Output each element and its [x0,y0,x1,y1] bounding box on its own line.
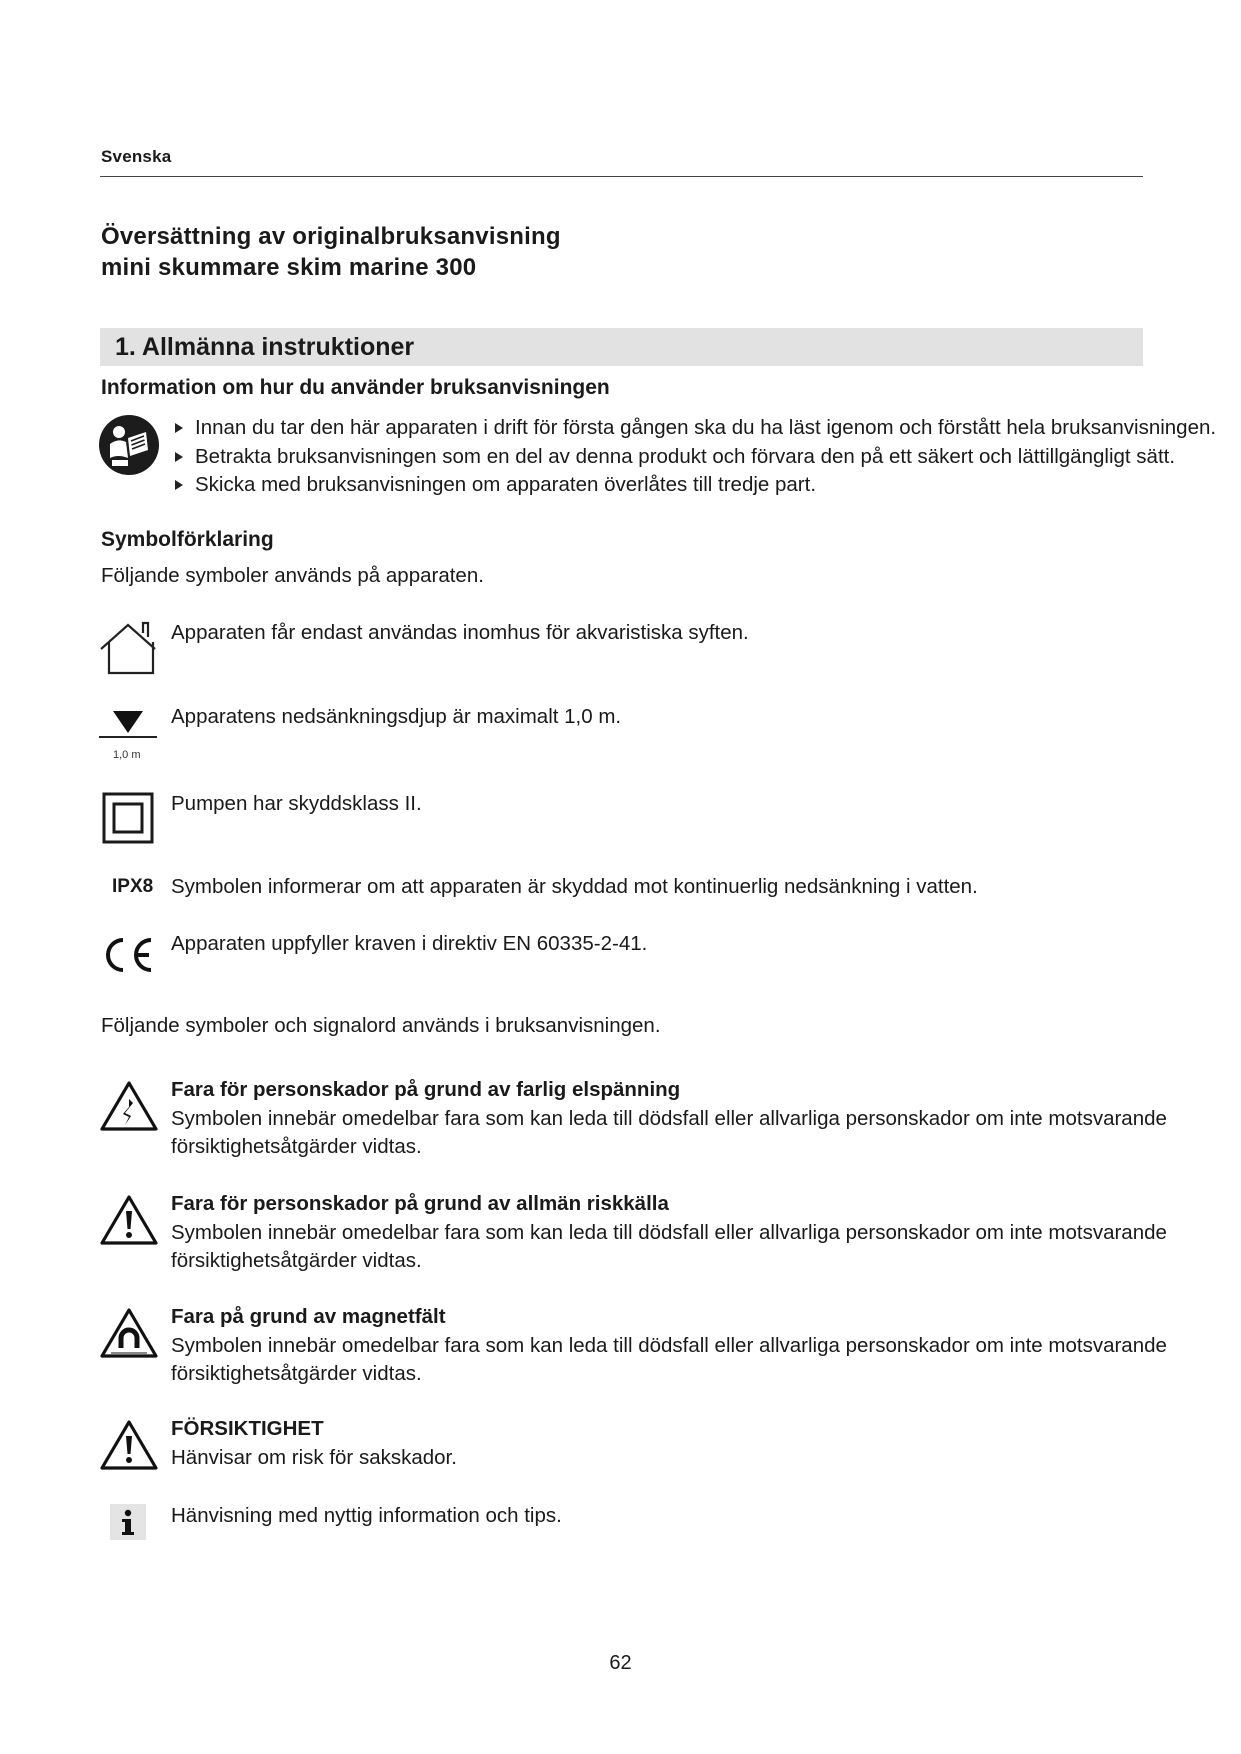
list-item: Betrakta bruksanvisningen som en del av denna produkt och förvara den på ett säkert och lättillgängligt sätt. [175,443,1216,472]
depth-label: 1,0 m [113,749,141,761]
warning-title: FÖRSIKTIGHET [171,1417,324,1440]
document-title [101,221,561,283]
symbol-row-ipx8 [99,873,1149,905]
language-label: Svenska [101,147,172,166]
warning-text [171,1190,1167,1276]
list-item: Skicka med bruksanvisningen om apparaten överlåtes till tredje part. [175,471,1216,500]
ce-mark-icon [99,930,159,990]
section-title: Allmänna instruktioner [141,333,415,361]
list-item: Innan du tar den här apparaten i drift för första gången ska du ha läst igenom och förstått hela bruksanvisningen. [175,414,1216,443]
symbol-text: Apparatens nedsänkningsdjup är maximalt 1,0 m. [171,705,622,728]
symbol-text: Apparaten uppfyller kraven i direktiv EN 60335-2-41. [171,932,648,955]
header-divider [100,176,1143,177]
warning-description-line-1: Hänvisar om risk för sakskador. [171,1445,457,1469]
symbol-row-protection [99,790,1149,846]
symbol-row-depth [99,703,1149,763]
warning-text [171,1303,1167,1389]
warning-text [171,1076,1167,1162]
usage-bullet-list [175,414,1216,500]
warning-description-line-1: Symbolen innebär omedelbar fara som kan leda till dödsfall eller allvarliga personskador om inte motsvarande [171,1220,1167,1244]
warning-general [99,1190,1167,1280]
symbol-legend-heading: Symbolförklaring [101,528,274,551]
warning-description-line-2: försiktighetsåtgärder vidtas. [171,1135,422,1158]
warning-title: Fara på grund av magnetfält [171,1305,446,1328]
document-title-line-2: mini skummare skim marine 300 [101,254,477,281]
document-title-line-1: Översättning av originalbruksanvisning [101,223,561,250]
bullet-arrow-icon [175,452,183,462]
electric-hazard-icon [99,1079,159,1139]
info-text: Hänvisning med nyttig information och tips. [171,1504,562,1527]
section-heading [115,333,414,362]
read-manual-icon [98,414,160,476]
symbol-row-ce [99,930,1149,978]
indoor-house-icon [99,619,159,679]
warning-title: Fara för personskador på grund av farlig elspänning [171,1078,681,1101]
ipx8-icon: IPX8 [112,876,154,897]
magnetic-field-hazard-icon [99,1306,159,1366]
warning-description-line-2: försiktighetsåtgärder vidtas. [171,1362,422,1385]
info-note [99,1502,1149,1542]
info-icon [110,1504,146,1540]
bullet-arrow-icon [175,480,183,490]
caution-icon [99,1418,159,1478]
page-number: 62 [609,1652,632,1674]
symbol-text: Apparaten får endast användas inomhus för akvaristiska syften. [171,621,749,644]
warning-title: Fara för personskador på grund av allmän riskkälla [171,1192,669,1215]
warning-description-line-1: Symbolen innebär omedelbar fara som kan leda till dödsfall eller allvarliga personskador om inte motsvarande [171,1333,1167,1357]
signal-words-intro: Följande symboler och signalord används i bruksanvisningen. [101,1014,661,1037]
warning-caution [99,1415,1149,1479]
warning-text [171,1415,457,1472]
general-hazard-icon [99,1193,159,1253]
usage-info-heading: Information om hur du använder bruksanvisningen [101,376,610,399]
section-number: 1. [115,333,136,361]
immersion-depth-icon [99,703,159,763]
symbol-text: Pumpen har skyddsklass II. [171,792,422,815]
warning-description-line-2: försiktighetsåtgärder vidtas. [171,1249,422,1272]
protection-class-ii-icon [99,790,159,850]
symbol-text: Symbolen informerar om att apparaten är skyddad mot kontinuerlig nedsänkning i vatten. [171,875,978,898]
symbol-legend-intro: Följande symboler används på apparaten. [101,564,484,587]
bullet-arrow-icon [175,423,183,433]
symbol-row-indoor [99,619,1149,679]
warning-electric [99,1076,1167,1166]
warning-magnetic [99,1303,1167,1393]
warning-description-line-1: Symbolen innebär omedelbar fara som kan leda till dödsfall eller allvarliga personskador om inte motsvarande [171,1106,1167,1130]
